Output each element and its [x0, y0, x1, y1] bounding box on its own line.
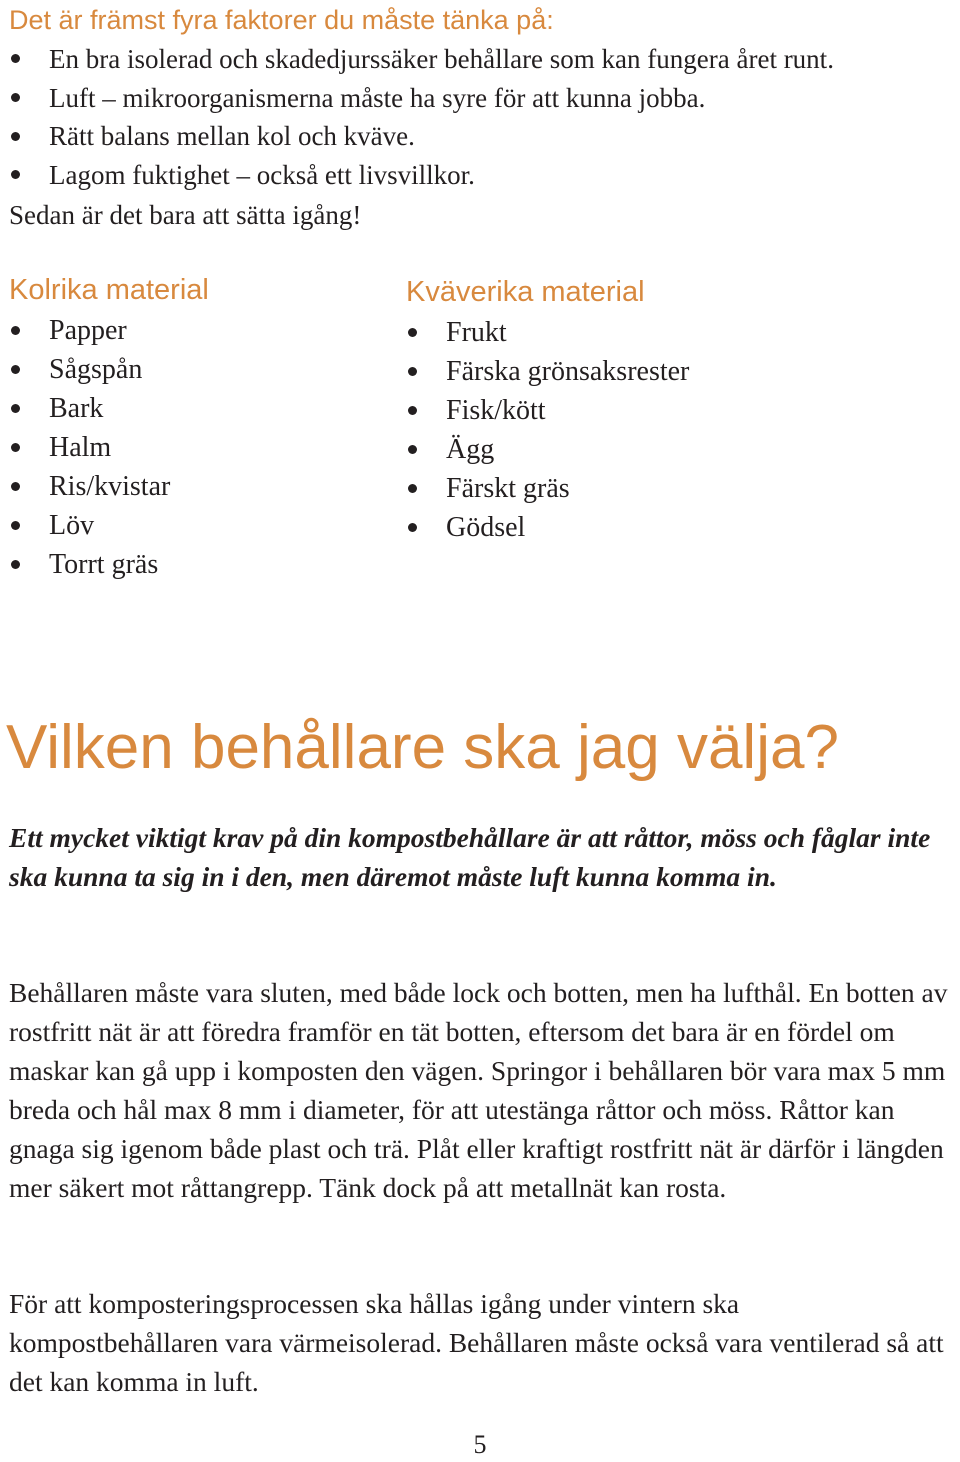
list-item-text: Löv — [49, 510, 95, 541]
list-item-text: Ris/kvistar — [49, 471, 171, 502]
bullet-icon — [11, 482, 20, 491]
bullet-icon — [408, 484, 417, 493]
bullet-icon — [11, 93, 20, 102]
list-item-text: Gödsel — [446, 512, 526, 543]
list-item-text: En bra isolerad och skadedjurssäker behållare som kan fungera året runt. — [49, 44, 834, 74]
list-item-text: Sågspån — [49, 354, 143, 385]
bullet-icon — [11, 560, 20, 569]
list-item-text: Ägg — [446, 434, 495, 465]
section-title: Vilken behållare ska jag välja? — [6, 713, 839, 782]
list-item-text: Papper — [49, 315, 127, 346]
bullet-icon — [408, 328, 417, 337]
bullet-icon — [11, 54, 20, 63]
lead-paragraph: Ett mycket viktigt krav på din kompostbehållare är att råttor, möss och fåglar inte ska kunna ta sig in i den, men däremot måste luft kunna komma in. — [9, 822, 931, 892]
bullet-icon — [11, 365, 20, 374]
carbon-materials-heading: Kolrika material — [9, 274, 209, 306]
list-item — [397, 391, 689, 430]
list-item — [0, 311, 170, 350]
list-item — [397, 469, 689, 508]
list-item — [397, 352, 689, 391]
list-item-text: Färska grönsaksrester — [446, 356, 690, 387]
nitrogen-materials-heading: Kväverika material — [406, 276, 645, 308]
bullet-icon — [408, 523, 417, 532]
list-item — [0, 117, 834, 156]
list-item-text: Frukt — [446, 317, 507, 348]
list-item-text: Bark — [49, 393, 104, 424]
nitrogen-materials-list — [397, 313, 689, 547]
bullet-icon — [408, 406, 417, 415]
list-item-text: Rätt balans mellan kol och kväve. — [49, 121, 415, 152]
list-item — [0, 428, 170, 467]
intro-closing: Sedan är det bara att sätta igång! — [9, 200, 362, 230]
list-item — [397, 508, 689, 547]
bullet-icon — [11, 443, 20, 452]
carbon-materials-list — [0, 311, 170, 584]
list-item — [0, 506, 170, 545]
body-paragraph: För att komposteringsprocessen ska hållas igång under vintern ska kompostbehållaren vara värmeisolerad. Behållaren måste också vara ventilerad så att det kan komma in luft. — [9, 1288, 944, 1397]
intro-list — [0, 40, 834, 195]
list-item-text: Torrt gräs — [49, 549, 159, 580]
bullet-icon — [11, 326, 20, 335]
list-item-text: Fisk/kött — [446, 395, 546, 426]
list-item-text: Luft – mikroorganismerna måste ha syre för att kunna jobba. — [49, 82, 706, 113]
list-item — [397, 313, 689, 352]
list-item — [0, 389, 170, 428]
intro-heading: Det är främst fyra faktorer du måste tänka på: — [9, 5, 554, 35]
list-item — [0, 350, 170, 389]
bullet-icon — [11, 404, 20, 413]
bullet-icon — [408, 367, 417, 376]
list-item-text: Färskt gräs — [446, 473, 570, 504]
bullet-icon — [11, 521, 20, 530]
bullet-icon — [11, 170, 20, 179]
list-item — [0, 545, 170, 584]
bullet-icon — [408, 445, 417, 454]
list-item-text: Halm — [49, 432, 112, 463]
list-item — [0, 40, 834, 79]
list-item — [0, 467, 170, 506]
bullet-icon — [11, 132, 20, 141]
list-item — [397, 430, 689, 469]
page-number: 5 — [473, 1430, 487, 1459]
body-paragraph: Behållaren måste vara sluten, med både lock och botten, men ha lufthål. En botten av rostfritt nät är att föredra framför en tät botten, eftersom det bara är en fördel om maskar kan gå upp i komposten den vägen. Springor i behållaren bör vara max 5 mm breda och hål max 8 mm i diameter, för att utestänga råttor och möss. Råttor kan gnaga sig igenom både plast och trä. Plåt eller kraftigt rostfritt nät är därför i längden mer säkert mot råttangrepp. Tänk dock på att metallnät kan rosta. — [9, 977, 948, 1204]
list-item — [0, 79, 834, 118]
list-item — [0, 156, 834, 195]
list-item-text: Lagom fuktighet – också ett livsvillkor. — [49, 160, 475, 191]
